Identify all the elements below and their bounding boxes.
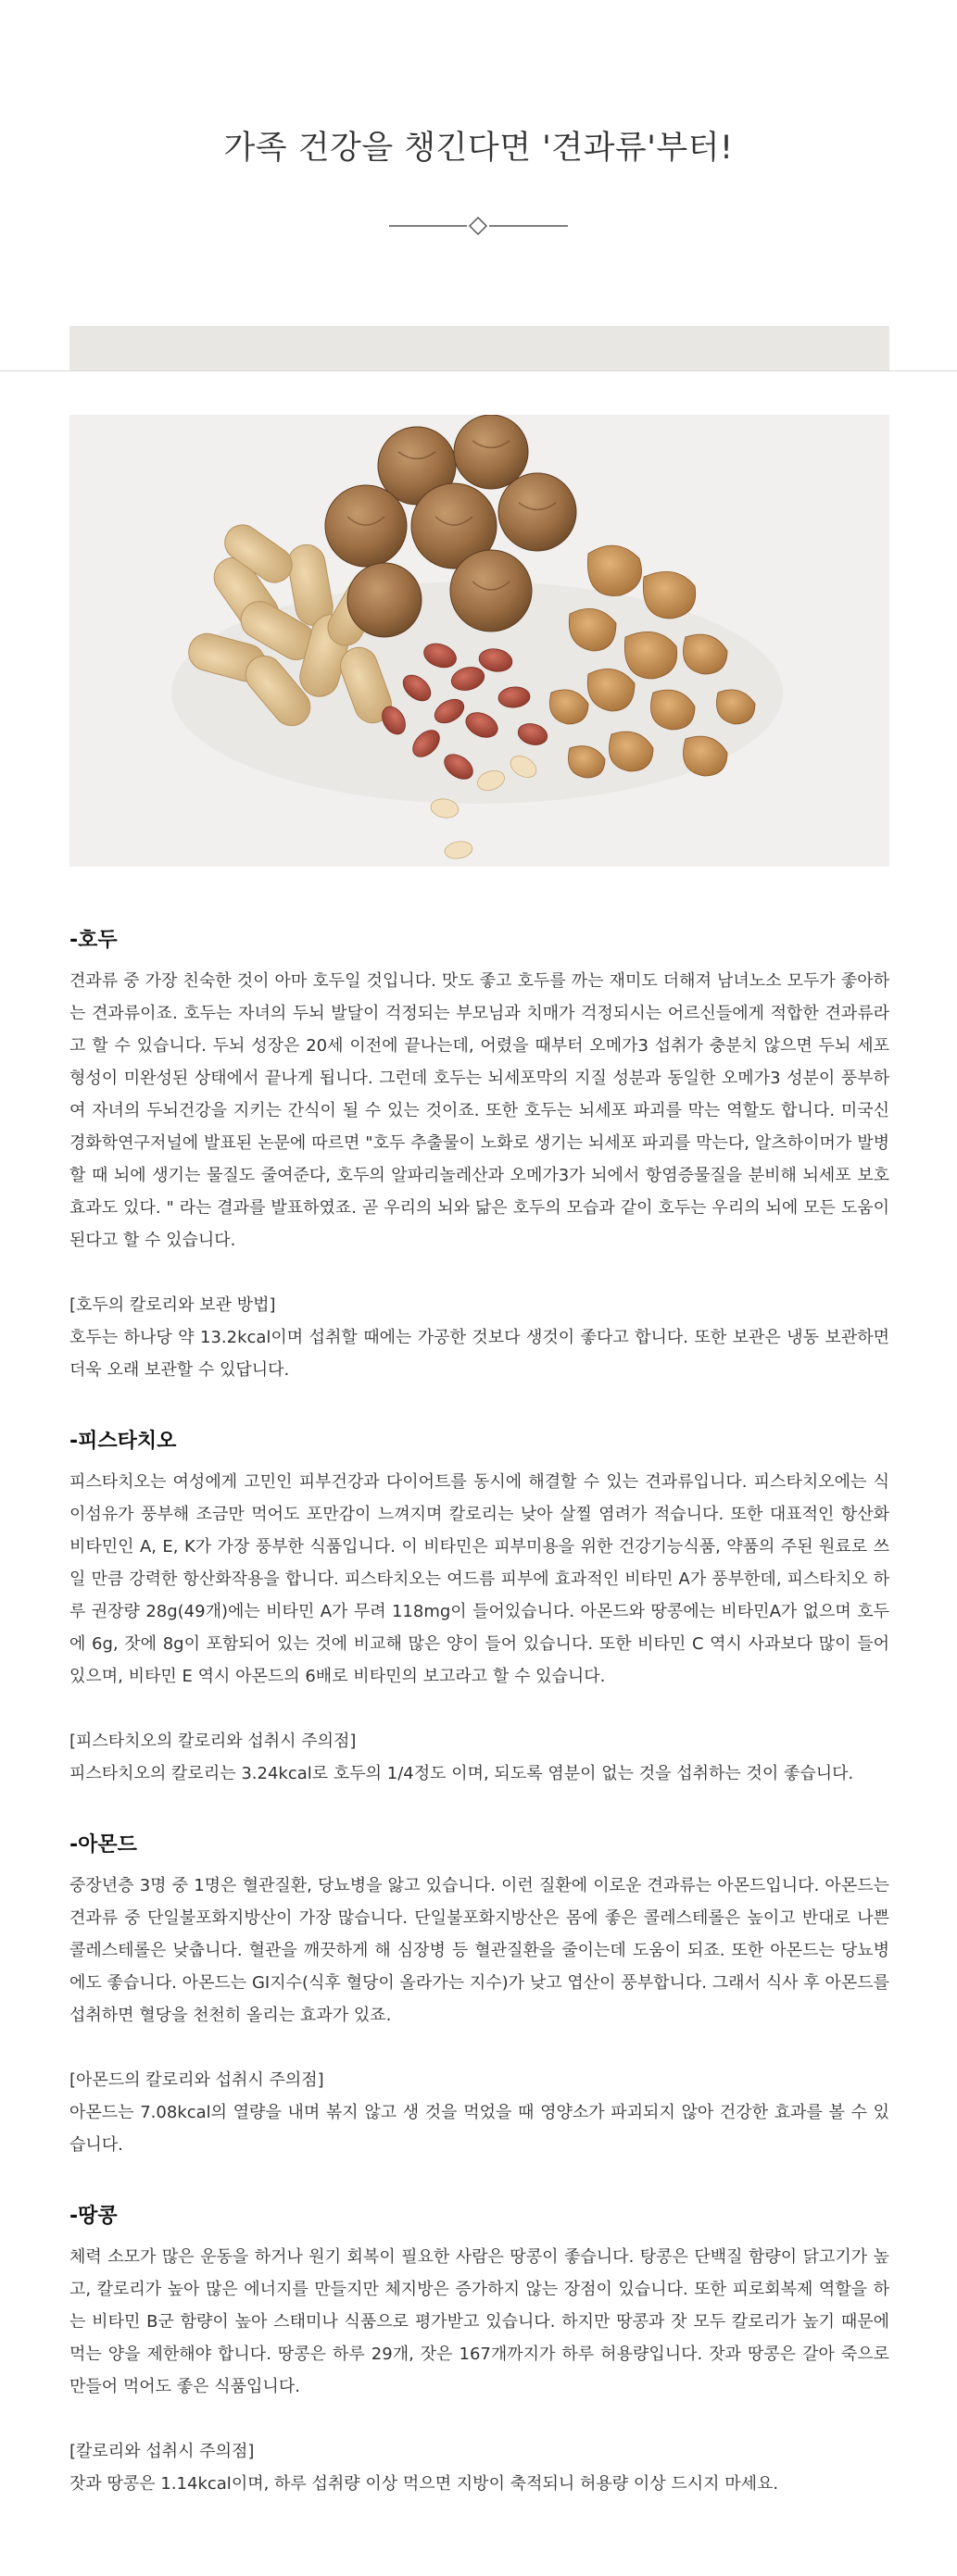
section-title: -피스타치오 [69, 1430, 177, 1453]
section-almond [69, 1831, 889, 2161]
section-walnut [69, 926, 889, 1386]
mixed-nuts-photo [69, 415, 889, 867]
section-title: -땅콩 [69, 2205, 118, 2228]
section-peanut [69, 2202, 889, 2500]
section-subbody: 아몬드는 7.08kcal의 열량을 내며 볶지 않고 생 것을 먹었을 때 영양소가 파괴되지 않아 건강한 효과를 볼 수 있습니다. [69, 2103, 889, 2155]
page-title: 가족 건강을 챙긴다면 '견과류'부터! [223, 130, 734, 167]
section-subbody: 피스타치오의 칼로리는 3.24kcal로 호두의 1/4정도 이며, 되도록 염분이 없는 것을 섭취하는 것이 좋습니다. [69, 1764, 854, 1783]
hero-band [69, 326, 889, 370]
section-title: -호두 [69, 929, 118, 952]
section-body: 체력 소모가 많은 운동을 하거나 원기 회복이 필요한 사람은 땅콩이 좋습니다. 탕콩은 단백질 함량이 닭고기가 높고, 칼로리가 높아 많은 에너지를 만들지만 체지방은 증가하지 않는 장점이 있습니다. 또한 피로회복제 역할을 하는 비타민 B군 함량이 높아 스태미나 식품으로 평가받고 있습니다. 하지만 땅콩과 잣 모두 칼로리가 높기 때문에 먹는 양을 제한해야 합니다. 땅콩은 하루 29개, 잣은 167개까지가 하루 허용량입니다. 잣과 땅콩은 갈아 죽으로 만들어 먹어도 좋은 식품입니다. [69, 2247, 889, 2396]
section-title: -아몬드 [69, 1833, 137, 1857]
band-divider [0, 370, 957, 371]
title-divider [389, 215, 568, 237]
section-body: 중장년층 3명 중 1명은 혈관질환, 당뇨병을 앓고 있습니다. 이런 질환에 이로운 견과류는 아몬드입니다. 아몬드는 견과류 중 단일불포화지방산이 가장 많습니다. 단일불포화지방산은 몸에 좋은 콜레스테롤은 높이고 반대로 나쁜 콜레스테롤은 낮춥니다. 혈관을 깨끗하게 해 심장병 등 혈관질환을 줄이는데 도움이 되죠. 또한 아몬드는 당뇨병에도 좋습니다. 아몬드는 GI지수(식후 혈당이 올라가는 지수)가 낮고 엽산이 풍부합니다. 그래서 식사 후 아몬드를 섭취하면 혈당을 천천히 올리는 효과가 있죠. [69, 1876, 889, 2025]
section-subtitle: [호두의 칼로리와 보관 방법] [69, 1295, 276, 1315]
section-subtitle: [칼로리와 섭취시 주의점] [69, 2442, 255, 2461]
section-body: 견과류 중 가장 친숙한 것이 아마 호두일 것입니다. 맛도 좋고 호두를 까는 재미도 더해져 남녀노소 모두가 좋아하는 견과류이죠. 호두는 자녀의 두뇌 발달이 걱정되는 부모님과 치매가 걱정되시는 어르신들에게 적합한 견과류라고 할 수 있습니다. 두뇌 성장은 20세 이전에 끝나는데, 어렸을 때부터 오메가3 섭취가 충분치 않으면 두뇌 세포 형성이 미완성된 상태에서 끝나게 됩니다. 그런데 호두는 뇌세포막의 지질 성분과 동일한 오메가3 성분이 풍부하여 자녀의 두뇌건강을 지키는 간식이 될 수 있는 것이죠. 또한 호두는 뇌세포 파괴를 막는 역할도 합니다. 미국신경화학연구저널에 발표된 논문에 따르면 "호두 추출물이 노화로 생기는 뇌세포 파괴를 막는다, 알츠하이머가 발병할 때 뇌에 생기는 물질도 줄여준다, 호두의 알파리놀레산과 오메가3가 뇌에서 항염증물질을 분비해 뇌세포 보호 효과도 있다. " 라는 결과를 발표하였죠. 곧 우리의 뇌와 닮은 호두의 모습과 같이 호두는 우리의 뇌에 모든 도움이 된다고 할 수 있습니다. [69, 971, 889, 1250]
section-body: 피스타치오는 여성에게 고민인 피부건강과 다이어트를 동시에 해결할 수 있는 견과류입니다. 피스타치오에는 식이섬유가 풍부해 조금만 먹어도 포만감이 느껴지며 칼로리는 낮아 살찔 염려가 적습니다. 또한 대표적인 항산화 비타민인 A, E, K가 가장 풍부한 식품입니다. 이 비타민은 피부미용을 위한 건강기능식품, 약품의 주된 원료로 쓰일 만큼 강력한 항산화작용을 합니다. 피스타치오는 여드름 피부에 효과적인 비타민 A가 풍부한데, 피스타치오 하루 권장량 28g(49개)에는 비타민 A가 무려 118mg이 들어있습니다. 아몬드와 땅콩에는 비타민A가 없으며 호두에 6g, 잣에 8g이 포함되어 있는 것에 비교해 많은 양이 들어 있습니다. 또한 비타민 C 역시 사과보다 많이 들어있으며, 비타민 E 역시 아몬드의 6배로 비타민의 보고라고 할 수 있습니다. [69, 1472, 889, 1686]
section-pistachio [69, 1427, 889, 1790]
section-subbody: 호두는 하나당 약 13.2kcal이며 섭취할 때에는 가공한 것보다 생것이 좋다고 합니다. 또한 보관은 냉동 보관하면 더욱 오래 보관할 수 있답니다. [69, 1328, 889, 1380]
section-subtitle: [피스타치오의 칼로리와 섭취시 주의점] [69, 1732, 357, 1751]
section-subbody: 잣과 땅콩은 1.14kcal이며, 하루 섭취량 이상 먹으면 지방이 축적되니 허용량 이상 드시지 마세요. [69, 2474, 779, 2494]
section-subtitle: [아몬드의 칼로리와 섭취시 주의점] [69, 2070, 324, 2090]
article-content [69, 926, 889, 2541]
